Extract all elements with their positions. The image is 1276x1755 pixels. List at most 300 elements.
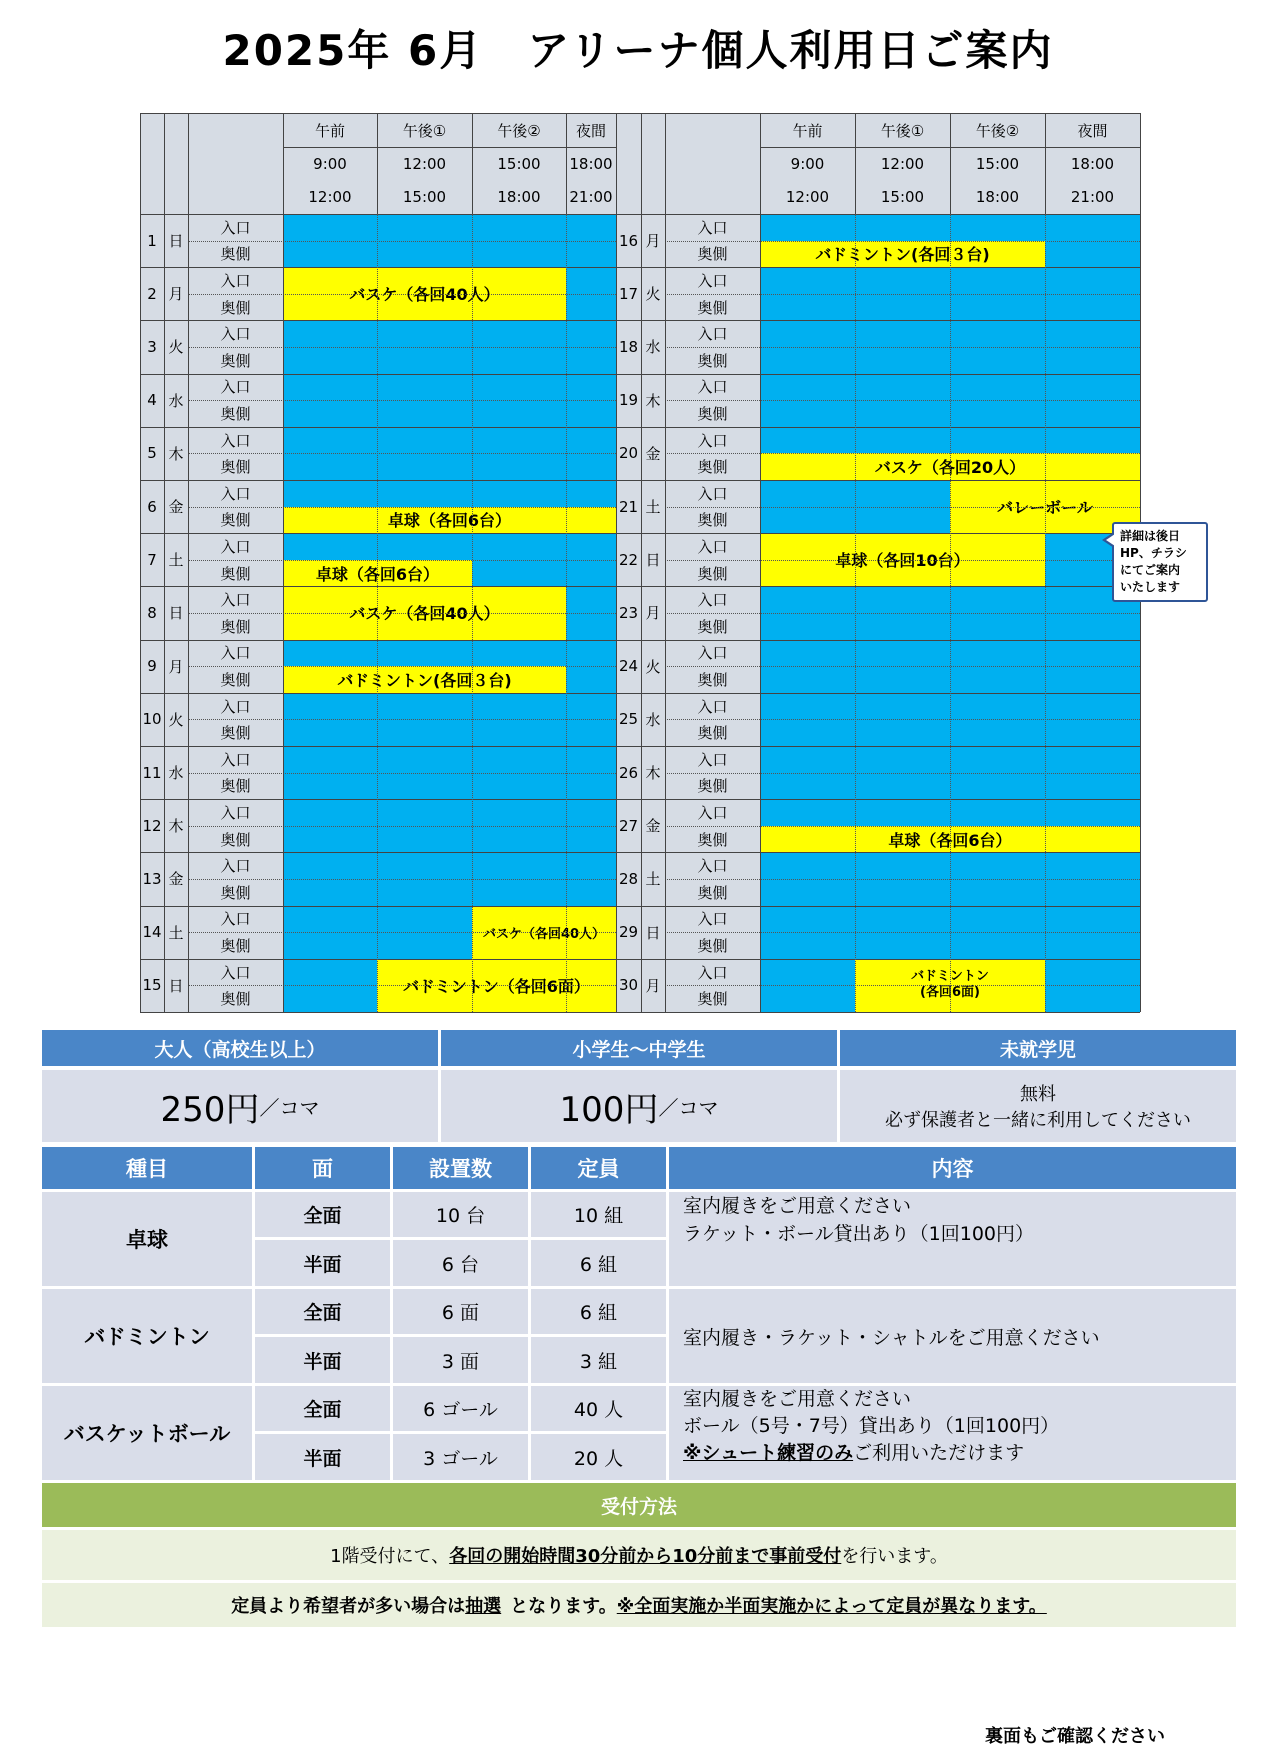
row-label-entrance: 入口 — [220, 484, 251, 503]
day-of-week: 水 — [168, 391, 184, 410]
time-slot-end: 15:00 — [880, 188, 925, 206]
day-number: 27 — [618, 816, 639, 835]
day-number: 24 — [618, 657, 639, 676]
day-of-week: 木 — [645, 764, 661, 783]
day-of-week: 日 — [168, 604, 184, 623]
time-slot-name: 午前 — [792, 121, 823, 140]
row-label-entrance: 入口 — [220, 537, 251, 556]
day-number: 22 — [618, 550, 639, 569]
day-of-week: 火 — [168, 338, 184, 357]
sport-notes — [669, 1386, 1236, 1480]
sport-court: 半面 — [255, 1240, 390, 1286]
row-label-entrance: 入口 — [220, 697, 251, 716]
callout-note — [1112, 522, 1208, 602]
row-label-entrance: 入口 — [220, 963, 251, 982]
row-label-back: 奥側 — [220, 298, 251, 317]
row-label-back: 奥側 — [697, 351, 728, 370]
time-slot-name: 午前 — [314, 121, 345, 140]
day-number: 1 — [147, 231, 157, 250]
day-of-week: 水 — [168, 764, 184, 783]
day-number: 26 — [618, 763, 639, 782]
grid-line — [188, 507, 616, 508]
row-label-back: 奥側 — [697, 564, 728, 583]
row-label-back: 奥側 — [220, 724, 251, 743]
grid-line — [665, 879, 1140, 880]
day-number: 8 — [147, 603, 157, 622]
grid-line — [616, 852, 1140, 853]
reception-emphasis: 各回の開始時間30分前から10分前まで事前受付 — [449, 1546, 842, 1567]
grid-line — [140, 427, 616, 428]
event-label: (各回6面) — [920, 985, 980, 1001]
grid-line — [665, 347, 1140, 348]
event-block: 卓球（各回6台） — [760, 826, 1140, 853]
grid-line — [1045, 214, 1046, 1012]
sport-count: 6 台 — [393, 1240, 528, 1286]
sport-court: 全面 — [255, 1289, 390, 1334]
event-block: バドミントン(各回３台) — [760, 241, 1045, 268]
grid-line — [140, 1012, 616, 1013]
row-label-entrance: 入口 — [697, 218, 728, 237]
fee-header-child: 小学生～中学生 — [441, 1030, 837, 1066]
child-price: 100円 — [559, 1089, 659, 1130]
grid-line — [616, 746, 1140, 747]
row-label-entrance: 入口 — [697, 803, 728, 822]
day-of-week: 月 — [168, 657, 184, 676]
grid-line — [665, 507, 1140, 508]
callout-line: いたします — [1120, 580, 1181, 594]
day-of-week: 土 — [168, 551, 184, 570]
day-number: 7 — [147, 550, 157, 569]
day-number: 9 — [147, 657, 157, 676]
infant-note: 必ず保護者と一緒に利用してください — [885, 1110, 1191, 1131]
row-label-back: 奥側 — [220, 936, 251, 955]
day-of-week: 水 — [645, 710, 661, 729]
grid-line — [616, 320, 1140, 321]
grid-line — [188, 294, 616, 295]
day-number: 13 — [142, 869, 162, 888]
row-label-back: 奥側 — [697, 617, 728, 636]
grid-line — [665, 560, 1140, 561]
row-label-entrance: 入口 — [697, 750, 728, 769]
grid-line — [140, 640, 616, 641]
price-unit: ／コマ — [658, 1095, 719, 1120]
time-slot-name: 夜間 — [575, 121, 606, 140]
row-label-back: 奥側 — [220, 883, 251, 902]
grid-line — [140, 959, 616, 960]
note-line: ラケット・ボール貸出あり（1回100円） — [683, 1223, 1035, 1245]
time-slot-start: 9:00 — [313, 155, 347, 173]
row-label-back: 奥側 — [220, 670, 251, 689]
grid-line — [616, 586, 1140, 587]
grid-line — [140, 267, 616, 268]
day-of-week: 金 — [168, 498, 184, 517]
day-number: 18 — [618, 337, 639, 356]
note-line: 室内履きをご用意ください — [683, 1195, 912, 1217]
grid-line — [566, 214, 567, 1012]
time-slot-end: 18:00 — [497, 188, 541, 206]
grid-line — [472, 214, 473, 1012]
event-block: 卓球（各回6台） — [283, 507, 616, 534]
grid-line — [140, 214, 616, 215]
grid-line — [188, 613, 616, 614]
row-label-back: 奥側 — [220, 245, 251, 264]
event-block: 卓球（各回6台） — [283, 560, 472, 587]
row-label-entrance: 入口 — [697, 910, 728, 929]
day-of-week: 月 — [168, 285, 184, 304]
day-number: 10 — [142, 710, 162, 729]
fee-infant — [840, 1070, 1236, 1142]
sport-capacity: 20 人 — [531, 1434, 666, 1480]
day-number: 21 — [618, 497, 639, 516]
callout-line: 詳細は後日 — [1120, 529, 1181, 543]
grid-line — [188, 666, 616, 667]
grid-line — [665, 985, 1140, 986]
day-number: 23 — [618, 603, 639, 622]
event-block: バドミントン(各回３台) — [283, 666, 566, 693]
sport-name-badminton: バドミントン — [42, 1289, 252, 1383]
grid-line — [665, 719, 1140, 720]
sport-notes — [669, 1192, 1236, 1286]
day-of-week: 木 — [168, 817, 184, 836]
time-slot-start: 18:00 — [569, 155, 613, 173]
grid-line — [616, 693, 1140, 694]
callout-line: にてご案内 — [1120, 563, 1181, 577]
sport-capacity: 3 組 — [531, 1337, 666, 1383]
day-of-week: 金 — [645, 444, 661, 463]
grid-line — [566, 113, 567, 214]
time-slot-end: 12:00 — [308, 188, 352, 206]
time-slot-start: 12:00 — [402, 155, 447, 173]
grid-line — [140, 320, 616, 321]
sports-header-capacity: 定員 — [531, 1147, 666, 1189]
row-label-back: 奥側 — [697, 724, 728, 743]
day-of-week: 日 — [168, 976, 184, 995]
time-slot-end: 21:00 — [569, 188, 613, 206]
grid-line — [140, 906, 616, 907]
row-label-entrance: 入口 — [697, 325, 728, 344]
grid-line — [377, 113, 378, 214]
grid-line — [140, 533, 616, 534]
grid-line — [188, 560, 616, 561]
fee-adult — [42, 1070, 438, 1142]
grid-line — [140, 480, 616, 481]
reception-line-2 — [42, 1583, 1236, 1627]
grid-line — [616, 799, 1140, 800]
grid-line — [950, 214, 951, 1012]
grid-line — [665, 294, 1140, 295]
day-of-week: 火 — [168, 710, 184, 729]
fee-header-infant: 未就学児 — [840, 1030, 1236, 1066]
event-block: バドミントン（各回6面） — [377, 959, 616, 1012]
day-number: 28 — [618, 869, 639, 888]
grid-line — [283, 113, 284, 1012]
sport-count: 10 台 — [393, 1192, 528, 1237]
event-block: バレーボール — [950, 480, 1140, 533]
row-label-back: 奥側 — [220, 777, 251, 796]
row-label-back: 奥側 — [220, 564, 251, 583]
grid-line — [1045, 113, 1046, 214]
row-label-entrance: 入口 — [220, 378, 251, 397]
grid-line — [140, 374, 616, 375]
row-label-entrance: 入口 — [697, 271, 728, 290]
fee-header-adult: 大人（高校生以上） — [42, 1030, 438, 1066]
day-of-week: 火 — [645, 285, 661, 304]
grid-line — [140, 852, 616, 853]
row-label-entrance: 入口 — [220, 910, 251, 929]
sport-notes — [669, 1289, 1236, 1383]
price-unit: ／コマ — [259, 1095, 320, 1120]
day-of-week: 日 — [168, 232, 184, 251]
grid-line — [665, 773, 1140, 774]
day-number: 14 — [142, 923, 162, 942]
event-block: バスケ（各回20人） — [760, 453, 1140, 480]
grid-line — [665, 241, 1140, 242]
day-number: 12 — [142, 816, 162, 835]
grid-line — [140, 113, 1140, 114]
day-of-week: 土 — [168, 923, 184, 942]
sport-count: 3 ゴール — [393, 1434, 528, 1480]
time-slot-start: 12:00 — [880, 155, 925, 173]
row-label-back: 奥側 — [697, 830, 728, 849]
reception-text: 1階受付にて、 — [330, 1546, 450, 1567]
time-slot-end: 18:00 — [975, 188, 1020, 206]
reception-text: となります。 — [510, 1596, 626, 1617]
footer-note: 裏面もご確認ください — [985, 1726, 1165, 1747]
row-label-back: 奥側 — [697, 777, 728, 796]
grid-line — [140, 746, 616, 747]
reception-text: 定員より希望者が多い場合は — [231, 1596, 466, 1617]
grid-line — [188, 400, 616, 401]
fee-child — [441, 1070, 837, 1142]
grid-line — [855, 214, 856, 1012]
row-label-entrance: 入口 — [220, 644, 251, 663]
grid-line — [665, 113, 666, 1012]
row-label-entrance: 入口 — [697, 857, 728, 876]
row-label-back: 奥側 — [697, 298, 728, 317]
row-label-entrance: 入口 — [220, 803, 251, 822]
row-label-back: 奥側 — [697, 245, 728, 264]
grid-line — [665, 400, 1140, 401]
grid-line — [616, 480, 1140, 481]
day-of-week: 月 — [645, 232, 661, 251]
sport-court: 全面 — [255, 1192, 390, 1237]
grid-line — [616, 533, 1140, 534]
time-slot-start: 15:00 — [975, 155, 1020, 173]
grid-line — [616, 267, 1140, 268]
reception-text: を行います。 — [841, 1546, 948, 1567]
time-slot-start: 15:00 — [497, 155, 541, 173]
grid-line — [140, 693, 616, 694]
row-label-back: 奥側 — [697, 936, 728, 955]
row-label-entrance: 入口 — [220, 218, 251, 237]
note-emphasis: ※シュート練習のみ — [683, 1442, 854, 1464]
sport-capacity: 6 組 — [531, 1289, 666, 1334]
grid-line — [188, 453, 616, 454]
row-label-entrance: 入口 — [697, 644, 728, 663]
grid-line — [188, 773, 616, 774]
day-of-week: 水 — [645, 338, 661, 357]
row-label-back: 奥側 — [697, 670, 728, 689]
row-label-entrance: 入口 — [220, 325, 251, 344]
day-of-week: 木 — [168, 444, 184, 463]
sport-court: 全面 — [255, 1386, 390, 1431]
day-number: 6 — [147, 497, 157, 516]
callout-line: HP、チラシ — [1120, 546, 1187, 560]
row-label-back: 奥側 — [220, 404, 251, 423]
day-of-week: 日 — [645, 923, 661, 942]
day-number: 2 — [147, 284, 157, 303]
row-label-back: 奥側 — [220, 990, 251, 1009]
grid-line — [616, 959, 1140, 960]
time-slot-start: 18:00 — [1070, 155, 1115, 173]
row-label-entrance: 入口 — [697, 378, 728, 397]
day-number: 11 — [142, 763, 162, 782]
time-slot-name: 午後① — [402, 121, 447, 140]
day-of-week: 月 — [645, 976, 661, 995]
grid-line — [616, 640, 1140, 641]
day-number: 20 — [618, 444, 639, 463]
note-line: 室内履きをご用意ください — [683, 1388, 912, 1410]
time-slot-name: 午後② — [497, 121, 541, 140]
row-label-entrance: 入口 — [697, 484, 728, 503]
day-number: 16 — [618, 231, 639, 250]
reception-line-1 — [42, 1530, 1236, 1580]
row-label-entrance: 入口 — [697, 431, 728, 450]
row-label-entrance: 入口 — [220, 857, 251, 876]
grid-line — [188, 932, 616, 933]
reception-emphasis: 抽選 — [465, 1596, 502, 1617]
day-number: 25 — [618, 710, 639, 729]
grid-line — [665, 613, 1140, 614]
day-of-week: 日 — [645, 551, 661, 570]
day-number: 29 — [618, 923, 639, 942]
time-slot-end: 15:00 — [402, 188, 447, 206]
event-label: バドミントン — [911, 969, 989, 985]
row-label-entrance: 入口 — [697, 697, 728, 716]
grid-line — [377, 214, 378, 1012]
day-of-week: 月 — [645, 604, 661, 623]
grid-line — [188, 241, 616, 242]
row-label-back: 奥側 — [697, 404, 728, 423]
note-tail: ご利用いただけます — [853, 1442, 1025, 1464]
grid-line — [140, 586, 616, 587]
day-number: 30 — [618, 976, 639, 995]
infant-free: 無料 — [1020, 1084, 1056, 1105]
grid-line — [665, 453, 1140, 454]
grid-line — [472, 113, 473, 214]
grid-line — [616, 113, 617, 1012]
grid-line — [616, 427, 1140, 428]
sports-header-content: 内容 — [669, 1147, 1236, 1189]
row-label-back: 奥側 — [220, 351, 251, 370]
adult-price: 250円 — [160, 1089, 260, 1130]
time-slot-start: 9:00 — [790, 155, 825, 173]
grid-line — [616, 1012, 1140, 1013]
time-slot-end: 21:00 — [1070, 188, 1115, 206]
grid-line — [760, 113, 761, 1012]
sports-header-type: 種目 — [42, 1147, 252, 1189]
grid-line — [140, 799, 616, 800]
grid-line — [188, 826, 616, 827]
row-label-entrance: 入口 — [220, 591, 251, 610]
time-slot-name: 夜間 — [1077, 121, 1108, 140]
grid-line — [616, 374, 1140, 375]
day-of-week: 金 — [168, 870, 184, 889]
grid-line — [616, 214, 1140, 215]
grid-line — [188, 347, 616, 348]
event-block: バスケ（各回40人） — [472, 906, 616, 959]
sports-header-count: 設置数 — [393, 1147, 528, 1189]
day-of-week: 木 — [645, 391, 661, 410]
row-label-back: 奥側 — [220, 830, 251, 849]
reception-emphasis: ※全面実施か半面実施かによって定員が異なります。 — [616, 1596, 1047, 1617]
sport-count: 3 面 — [393, 1337, 528, 1383]
day-number: 4 — [147, 391, 157, 410]
grid-line — [665, 932, 1140, 933]
row-label-back: 奥側 — [220, 458, 251, 477]
day-number: 3 — [147, 337, 157, 356]
grid-line — [188, 879, 616, 880]
day-of-week: 土 — [645, 870, 661, 889]
day-number: 17 — [618, 284, 639, 303]
time-slot-name: 午後② — [975, 121, 1020, 140]
time-slot-end: 12:00 — [785, 188, 830, 206]
row-label-back: 奥側 — [220, 617, 251, 636]
day-number: 15 — [142, 976, 162, 995]
grid-line — [950, 113, 951, 214]
day-of-week: 土 — [645, 498, 661, 517]
page-title: 2025年 6月 アリーナ個人利用日ご案内 — [222, 26, 1054, 75]
grid-line — [140, 113, 141, 1012]
row-label-entrance: 入口 — [220, 271, 251, 290]
time-slot-name: 午後① — [880, 121, 925, 140]
row-label-back: 奥側 — [697, 990, 728, 1009]
row-label-entrance: 入口 — [697, 537, 728, 556]
sport-capacity: 10 組 — [531, 1192, 666, 1237]
grid-line — [855, 113, 856, 214]
event-block: バスケ（各回40人） — [283, 586, 566, 639]
sport-court: 半面 — [255, 1337, 390, 1383]
day-number: 5 — [147, 444, 157, 463]
sport-capacity: 40 人 — [531, 1386, 666, 1431]
day-of-week: 火 — [645, 657, 661, 676]
row-label-back: 奥側 — [697, 883, 728, 902]
grid-line — [188, 985, 616, 986]
event-block: 卓球（各回10台） — [760, 533, 1045, 586]
day-of-week: 金 — [645, 817, 661, 836]
grid-line — [164, 113, 165, 1012]
sport-capacity: 6 組 — [531, 1240, 666, 1286]
sport-name-table-tennis: 卓球 — [42, 1192, 252, 1286]
grid-line — [641, 113, 642, 1012]
sport-count: 6 面 — [393, 1289, 528, 1334]
grid-line — [616, 906, 1140, 907]
note-line: ボール（5号・7号）貸出あり（1回100円） — [683, 1415, 1060, 1437]
note-line: 室内履き・ラケット・シャトルをご用意ください — [683, 1326, 1100, 1349]
grid-line — [665, 666, 1140, 667]
row-label-back: 奥側 — [697, 511, 728, 530]
note-line-emphasis — [683, 1440, 1024, 1467]
sport-name-basketball: バスケットボール — [42, 1386, 252, 1480]
sport-court: 半面 — [255, 1434, 390, 1480]
event-block: バスケ（各回40人） — [283, 267, 566, 320]
sports-header-court: 面 — [255, 1147, 390, 1189]
row-label-entrance: 入口 — [697, 963, 728, 982]
day-number: 19 — [618, 391, 639, 410]
reception-header: 受付方法 — [42, 1483, 1236, 1527]
grid-line — [188, 113, 189, 1012]
row-label-back: 奥側 — [220, 511, 251, 530]
